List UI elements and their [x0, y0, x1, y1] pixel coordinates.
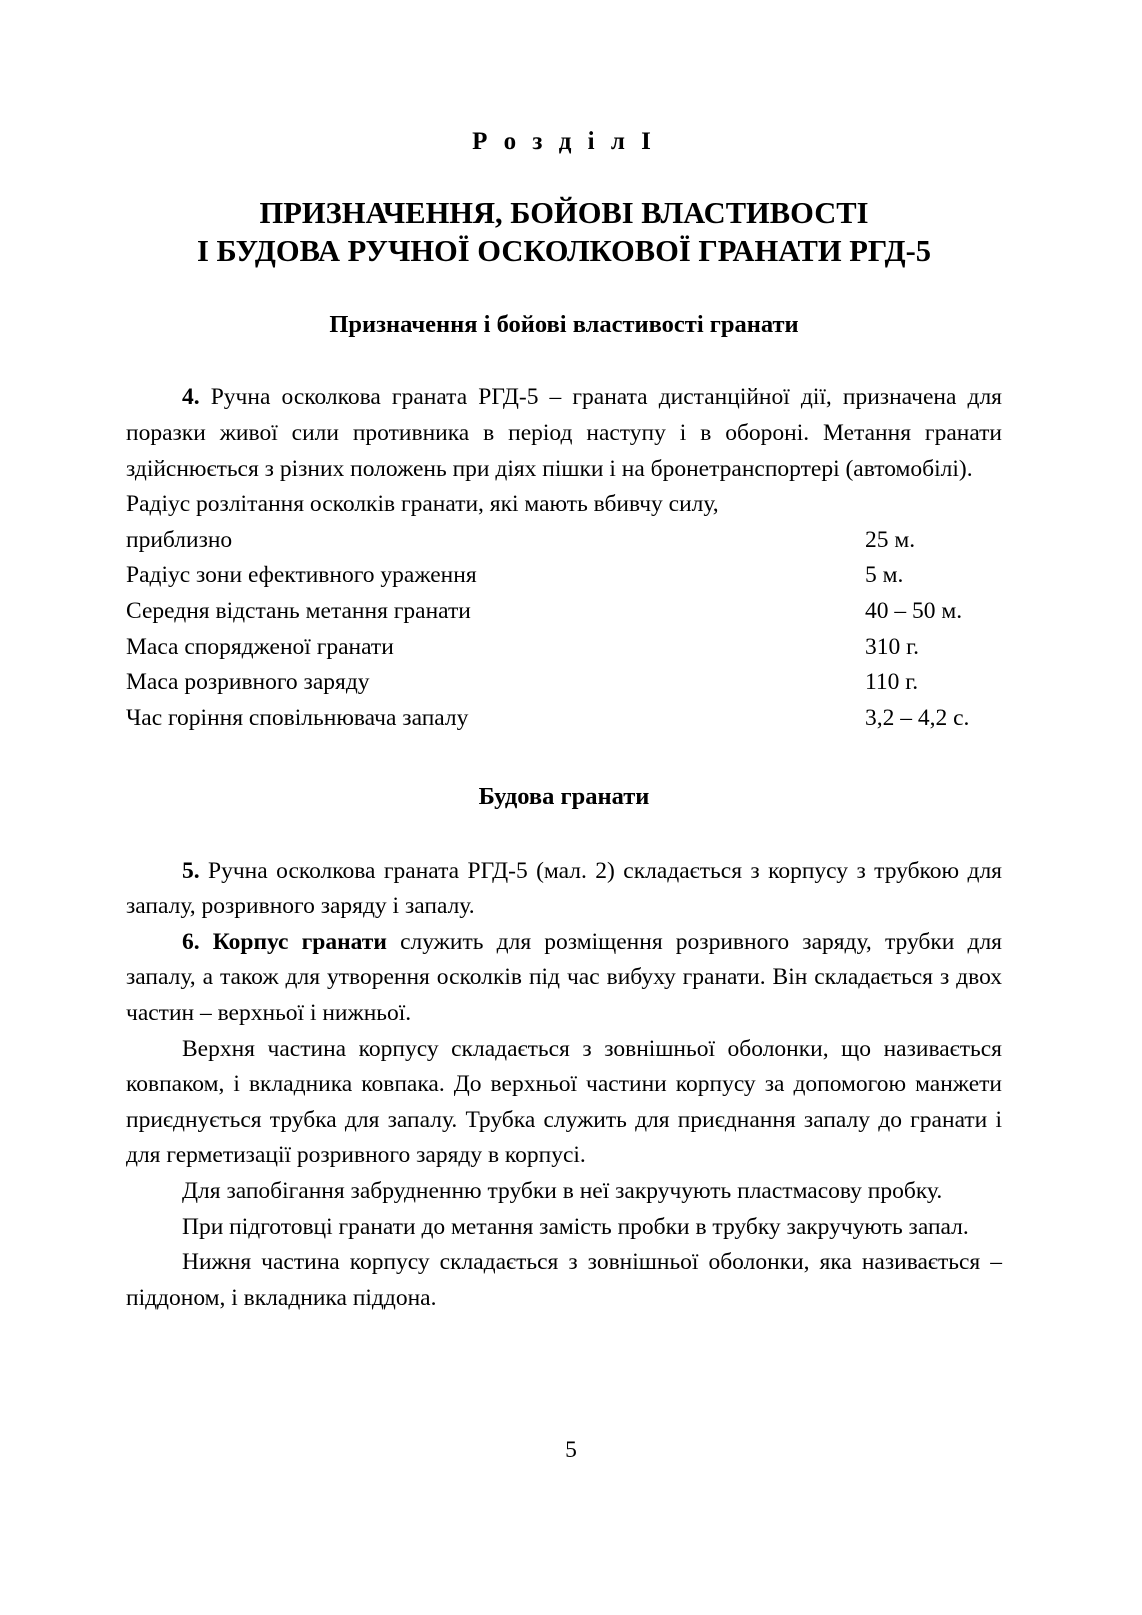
- paragraph-4: [126, 380, 1002, 487]
- paragraph-7: Верхня частина корпусу складається з зовнішньої оболонки, що називається ковпаком, і вкладника ковпака. До верхньої частини корпусу за допомогою манжети приєднується трубка для запалу. Трубка служить для приєднання запалу до гранати і для герметизації розривного заряду в корпусі.: [126, 1035, 1002, 1169]
- spec-value: 3,2 – 4,2 с.: [865, 704, 970, 731]
- spec-value: 5 м.: [865, 562, 904, 589]
- spec-row: [126, 701, 1002, 737]
- spec-label: Маса спорядженої гранати: [126, 633, 394, 660]
- paragraph-4-text: Ручна осколкова граната РГД-5 – граната дистанційної дії, призначена для поразки живої сили противника в період наступу і в обороні. Метання гранати здійснюється з різних положень при діях пішки і на бронетранспортері (автомобілі).: [126, 384, 1002, 482]
- section-heading-structure: Будова гранати: [478, 783, 650, 811]
- paragraph-8: Для запобігання забрудненню трубки в неї закручують пластмасову пробку.: [182, 1178, 943, 1205]
- paragraph-6-text: служить для розміщення розривного заряду, трубки для запалу, а також для утворення осколків під час вибуху гранати. Він складається з двох частин – верхньої і нижньої.: [126, 928, 1002, 1027]
- page-title-line-2: І БУДОВА РУЧНОЇ ОСКОЛКОВОЇ ГРАНАТИ РГД-5: [197, 234, 931, 269]
- spec-label: Середня відстань метання гранати: [126, 597, 471, 624]
- spec-value: 25 м.: [865, 526, 916, 553]
- spec-label: Радіус розлітання осколків гранати, які мають вбивчу силу,: [126, 491, 719, 518]
- page-number: 5: [565, 1437, 577, 1463]
- spec-row: [126, 487, 1002, 523]
- spec-value: 110 г.: [865, 669, 919, 696]
- chapter-label: Р о з д і л I: [472, 128, 656, 155]
- spec-value: 310 г.: [865, 633, 919, 660]
- page-title-line-1: ПРИЗНАЧЕННЯ, БОЙОВІ ВЛАСТИВОСТІ: [259, 195, 869, 230]
- page-title: [126, 194, 1002, 271]
- spec-label: Час горіння сповільнювача запалу: [126, 704, 469, 731]
- paragraph-6-bold-term: Корпус гранати: [199, 928, 387, 955]
- spec-label: Радіус зони ефективного ураження: [126, 562, 477, 589]
- spec-row: [126, 594, 1002, 630]
- paragraph-10: Нижня частина корпусу складається з зовнішньої оболонки, яка називається – піддоном, і вкладника піддона.: [126, 1249, 1002, 1311]
- paragraph-5: [126, 854, 1002, 925]
- paragraph-6-number: 6.: [182, 928, 200, 955]
- spec-row: [126, 665, 1002, 701]
- paragraph-4-number: 4.: [182, 384, 200, 411]
- section-heading-purpose: Призначення і бойові властивості гранати: [329, 310, 799, 338]
- spec-row: [126, 630, 1002, 666]
- spec-row: [126, 523, 1002, 559]
- spec-label: приблизно: [126, 526, 233, 553]
- spec-label: Маса розривного заряду: [126, 669, 370, 696]
- paragraph-5-number: 5.: [182, 857, 200, 884]
- spec-value: 40 – 50 м.: [865, 597, 963, 624]
- spec-row: [126, 558, 1002, 594]
- page-content: [126, 0, 1002, 1316]
- specifications-list: [126, 487, 1002, 736]
- paragraph-6: [126, 925, 1002, 1032]
- paragraph-5-text: Ручна осколкова граната РГД-5 (мал. 2) складається з корпусу з трубкою для запалу, розривного заряду і запалу.: [126, 857, 1002, 920]
- paragraph-9: При підготовці гранати до метання замість пробки в трубку закручують запал.: [182, 1213, 969, 1240]
